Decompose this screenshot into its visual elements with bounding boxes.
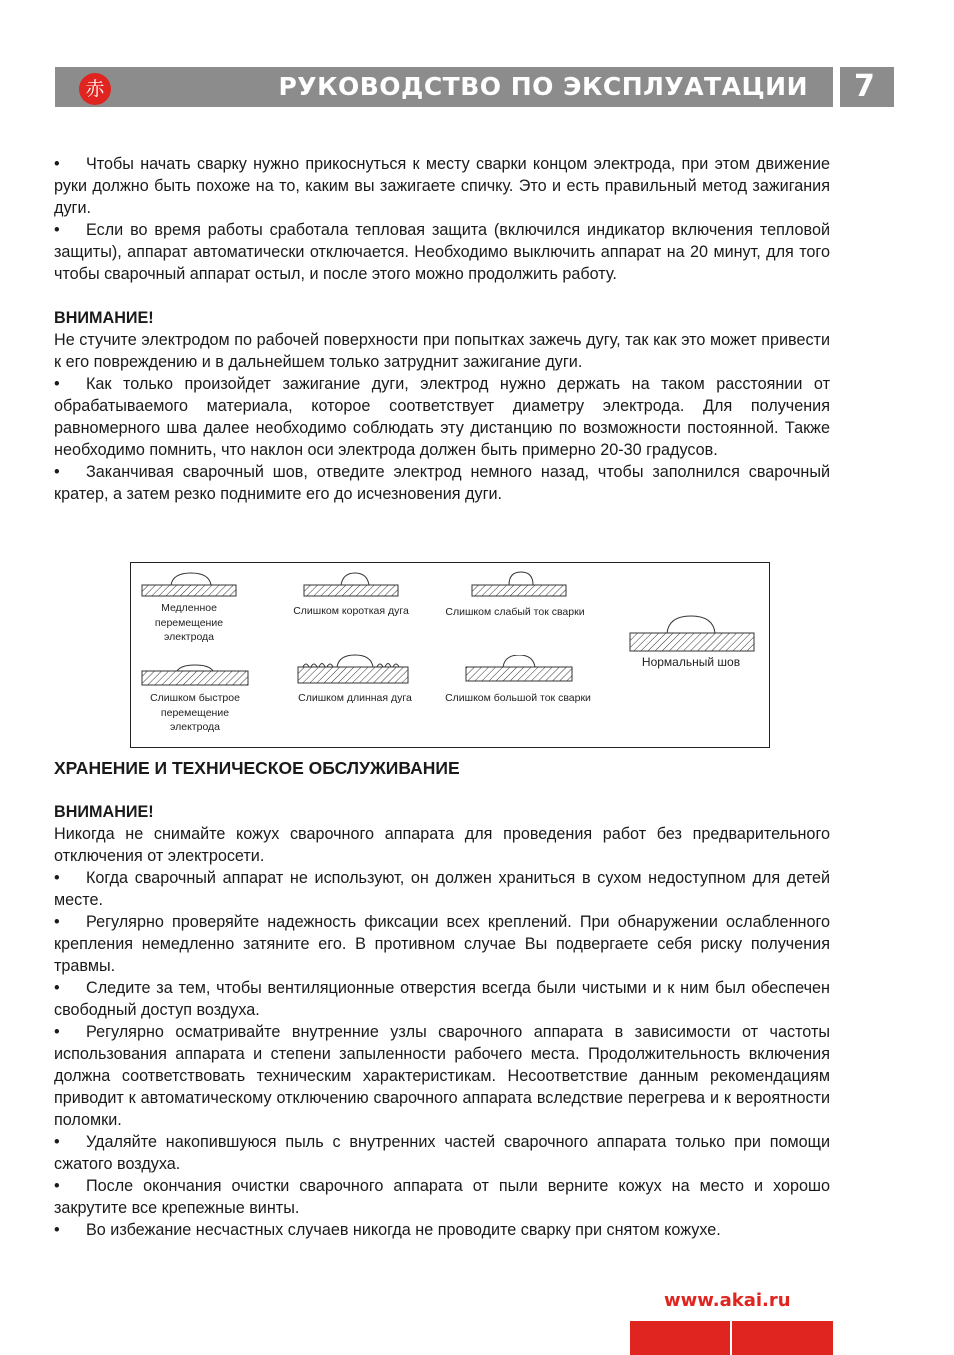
list-item: • Когда сварочный аппарат не используют, он должен храниться в сухом недоступном для детей месте. <box>54 869 830 909</box>
weld-long-arc-icon <box>297 653 409 685</box>
list-item: • После окончания очистки сварочного аппарата от пыли верните кожух на место и хорошо закрутите все крепежные винты. <box>54 1177 830 1217</box>
list-item: • Во избежание несчастных случаев никогда не проводите сварку при снятом кожухе. <box>54 1221 721 1239</box>
label-high-current: Слишком большой ток сварки <box>445 692 591 704</box>
page-title: РУКОВОДСТВО ПО ЭКСПЛУАТАЦИИ <box>278 72 808 101</box>
section-heading: ХРАНЕНИЕ И ТЕХНИЧЕСКОЕ ОБСЛУЖИВАНИЕ <box>54 758 460 778</box>
footer-bar <box>630 1321 833 1355</box>
label-fast-movement: Слишком быстрое перемещение электрода <box>150 692 240 733</box>
list-item: • Заканчивая сварочный шов, отведите электрод немного назад, чтобы заполнился сварочный кратер, а затем резко поднимите его до исчезновения дуги. <box>54 463 830 503</box>
label-weak-current: Слишком слабый ток сварки <box>445 606 585 618</box>
akai-logo-icon: 赤 <box>79 73 111 105</box>
weld-slow-movement-icon <box>141 571 237 597</box>
label-normal-seam: Нормальный шов <box>641 655 741 669</box>
list-item: • Удаляйте накопившуюся пыль с внутренних частей сварочного аппарата только при помощи сжатого воздуха. <box>54 1133 830 1173</box>
list-item: • Следите за тем, чтобы вентиляционные отверстия всегда были чистыми и к ним был обеспечен свободный доступ воздуха. <box>54 979 830 1019</box>
weld-seam-figure <box>130 562 770 748</box>
label-short-arc: Слишком короткая дуга <box>293 605 409 617</box>
list-item: • Если во время работы сработала тепловая защита (включился индикатор включения тепловой защиты), аппарат автоматически отключается. Необходимо выключить аппарат на 20 минут, для того чтобы сварочный аппарат остыл, и после этого можно продолжить работу. <box>54 221 830 283</box>
label-long-arc: Слишком длинная дуга <box>298 692 412 704</box>
weld-weak-current-icon <box>471 571 567 597</box>
list-item: • Регулярно проверяйте надежность фиксации всех креплений. При обнаружении ослабленного крепления немедленно затяните его. В противном случае Вы подвергаете себя риску получения травмы. <box>54 913 830 975</box>
weld-fast-movement-icon <box>141 663 251 687</box>
warning-title: ВНИМАНИЕ! <box>54 309 154 327</box>
warning-text: Никогда не снимайте кожух сварочного аппарата для проведения работ без предварительного отключения от электросети. <box>54 825 830 865</box>
list-item: • Регулярно осматривайте внутренние узлы сварочного аппарата в зависимости от частоты использования аппарата и степени запыленности рабочего места. Продолжительность включения должна соответствовать техническим характеристикам. Несоответствие данным рекомендациям приводит к автоматическому отключению сварочного аппарата вследствие перегрева и к вероятности поломки. <box>54 1023 830 1129</box>
label-slow-movement: Медленное перемещение электрода <box>154 602 224 643</box>
list-item: • Чтобы начать сварку нужно прикоснуться к месту сварки концом электрода, при этом движение руки должно быть похоже на то, каким вы зажигаете спичку. Это и есть правильный метод зажигания дуги. <box>54 155 830 217</box>
warning-title: ВНИМАНИЕ! <box>54 803 154 821</box>
page-number: 7 <box>840 67 894 107</box>
weld-high-current-icon <box>465 655 575 683</box>
weld-normal-seam-icon <box>629 613 755 655</box>
weld-short-arc-icon <box>303 571 399 597</box>
content-lower <box>54 757 830 1241</box>
list-item: • Как только произойдет зажигание дуги, электрод нужно держать на таком расстоянии от обрабатываемого материала, которое соответствует диаметру электрода. Для получения равномерного шва далее необходимо соблюдать эту дистанцию по возможности постоянной. Также необходимо помнить, что наклон оси электрода должен быть примерно 20-30 градусов. <box>54 375 830 459</box>
content-upper <box>54 153 830 505</box>
warning-text: Не стучите электродом по рабочей поверхности при попытках зажечь дугу, так как это может привести к его повреждению и в дальнейшем только затруднит зажигание дуги. <box>54 331 830 371</box>
footer-url-link[interactable]: www.akai.ru <box>664 1290 791 1311</box>
